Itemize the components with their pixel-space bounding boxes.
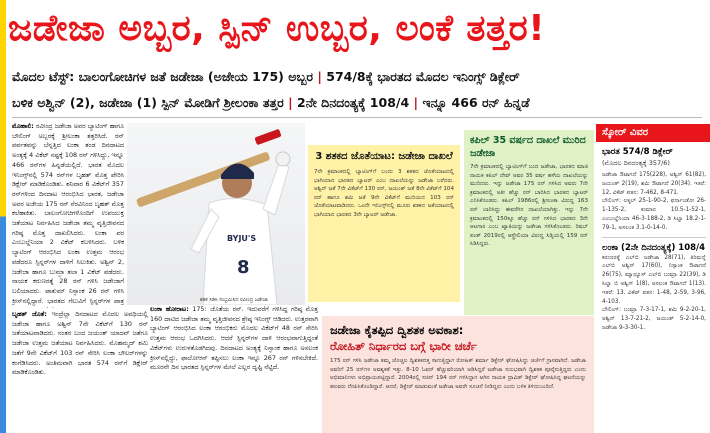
scorecard-divider <box>602 237 706 238</box>
lanka-bowling: ಬೌಲಿಂಗ್: ಬುಮ್ರಾ 7-3-17-1, ಶಮಿ 9-2-20-1, ಅಶ್ವಿನ್ 13-7-21-2, ಜಯಂತ್ 5-2-14-0, ಜಡೇಜಾ 9-3-30-1. <box>602 307 706 331</box>
double-century-box <box>322 316 594 433</box>
cricketer-illustration <box>127 123 305 305</box>
scorecard <box>596 124 710 433</box>
deck-2a: ಬಳಿಕ ಅಶ್ವಿನ್ (2), ಜಡೇಜಾ (1) ಸ್ಪಿನ್ ಮೋಡಿಗೆ ಶ್ರೀಲಂಕಾ ತತ್ತರ <box>12 95 284 110</box>
yellow-box-title: 3 ಶತಕದ ಜೊತೆಯಾಟ: ಜಡೇಜಾ ದಾಖಲೆ <box>315 151 453 162</box>
deck-line-1 <box>12 66 702 87</box>
photo-caption: ಶತಕ ಸಿಡಿಸಿ ಸಂಭ್ರಮಿಸಿದ ರವೀಂದ್ರ ಜಡೇಜಾ <box>200 297 268 303</box>
deck-1a: ಮೊದಲ ಟೆಸ್ಟ್: ಬಾಲಂಗೋಚಿಗಳ ಜತೆ ಜಡೇಜಾ (ಅಜೇಯ 175) ಅಬ್ಬರ <box>12 69 313 84</box>
tshirt-logo: BYJU'S <box>227 234 257 243</box>
lanka-innings-head: ಲಂಕಾ (2ನೇ ದಿನದಂತ್ಯಕ್ಕೆ) 108/4 <box>602 242 706 253</box>
india-batting: ಜಡೇಜಾ ಔಟಾಗದೆ 175(228), ಅಶ್ವಿನ್ 61(82), ಜಯಂತ್ 2(19), ಶಮಿ ಔಟಾಗದೆ 20(34). ಇತರೆ: 12, ವಿಕೆಟ್ ಪತನ: 7-462, 8-471. <box>602 172 706 196</box>
dateline: ಮೊಹಾಲಿ: <box>12 122 34 130</box>
deck-sep: | <box>288 95 293 110</box>
left-sub-text: ಇಂದ್ರೆಲ್ಲಾ ದಿನದಾಟದ ಮೊದಲ ಅವಧಿಯಲ್ಲಿ ಜಡೇಜಾ ಹಾಗೂ ಅಶ್ವಿನ್ 7ನೇ ವಿಕೆಟ್‌ಗೆ 130 ರನ್ ಜತೆಯಾಟವಾಡಿದರು. ನಂತರ ಬಂದ ಜಯಂತ್ ಯಾದವ್ ಜತೆಗೂ ಜಡೇಜಾ ಉತ್ತಮ ಜತೆಯಾಟ ನಿರ್ವಹಿಸಿದರು. ಮೊಹಮ್ಮದ್ ಶಮಿ ಜತೆಗೆ 9ನೇ ವಿಕೆಟ್‌ಗೆ 103 ರನ್ ಸೇರಿಸಿ ಲಂಕಾ ಬೌಲರ್‌ಗಳನ್ನು ಕಂಗೆಡಿಸಿದರು. ಅಂತಿಮವಾಗಿ ಭಾರತ 574 ರನ್‌ಗೆ ಡಿಕ್ಲೇರ್ ಮಾಡಿಕೊಂಡಿತು. <box>12 310 148 377</box>
page-accent-bar <box>0 0 6 433</box>
jadeja-photo <box>127 123 305 305</box>
india-innings-sub: (ಮೊದಲ ದಿನದಂತ್ಯಕ್ಕೆ 357/6) <box>602 159 670 167</box>
left-column-top <box>12 122 124 308</box>
deck-sep: | <box>413 95 419 110</box>
deck-2b: 2ನೇ ದಿನದಂತ್ಯಕ್ಕೆ 108/4 <box>297 95 410 110</box>
arm-icon <box>263 163 289 215</box>
deck-divider <box>12 117 702 118</box>
mid-sub-head: ಲಂಕಾ ಹೋರಾಟ: <box>150 305 189 313</box>
deck-line-2 <box>12 92 702 113</box>
scorecard-header: ಸ್ಕೋರ್ ವಿವರ <box>596 124 710 142</box>
mid-text-body: 175: ಜೊತೆಯ ರನ್. ಇದುವರೆಗೆ ಗಳಿಸಿದ್ದ ಗರಿಷ್ಠ ಮೊತ್ತ 160 ದಾಟಿದ ಜಡೇಜಾ ತಮ್ಮ ವೃತ್ತಿಜೀವನದ ಶ್ರೇಷ್ಠ ಇನಿಂಗ್ಸ್ ಆಡಿದರು. ಉತ್ತರವಾಗಿ ಬ್ಯಾಟಿಂಗ್ ಆರಂಭಿಸಿದ ಲಂಕಾ ಆರಂಭಿಕರು ಮೊದಲ ವಿಕೆಟ್‌ಗೆ 48 ರನ್ ಸೇರಿಸಿ ಉತ್ತಮ ಆರಂಭ ಒದಗಿಸಿದರು. ಆದರೆ ಸ್ಪಿನ್ನರ್‌ಗಳ ದಾಳಿ ಆರಂಭವಾಗುತ್ತಿದ್ದಂತೆ ವಿಕೆಟ್‌ಗಳು ಉರುಳತೊಡಗಿದವು. ದಿನದಾಟದ ಅಂತ್ಯಕ್ಕೆ ನಿಸ್ಸಾಂಕ ಹಾಗೂ ಅಸಲಂಕ ಕ್ರೀಸ್‌ನಲ್ಲಿದ್ದು, ಫಾಲೋಆನ್ ತಪ್ಪಿಸಲು ಲಂಕಾ ಇನ್ನೂ 267 ರನ್ ಗಳಿಸಬೇಕಿದೆ. ಮೂರನೇ ದಿನ ಭಾರತದ ಸ್ಪಿನ್ನರ್‌ಗಳ ಮೇಲೆ ಎಲ್ಲರ ದೃಷ್ಟಿ ನೆಟ್ಟಿದೆ. <box>150 305 318 372</box>
record-partnership-box <box>308 145 460 302</box>
left-column-bottom <box>12 310 148 433</box>
mid-column-text <box>150 305 318 433</box>
pink-box-title-2: ರೋಹಿತ್ ನಿರ್ಧಾರದ ಬಗ್ಗೆ ಭಾರೀ ಚರ್ಚೆ <box>330 339 477 353</box>
left-column-text: ರವೀಂದ್ರ ಜಡೇಜಾ ಅವರ ಬ್ಯಾಟಿಂಗ್ ಹಾಗೂ ಬೌಲಿಂಗ್ ಅಬ್ಬರಕ್ಕೆ ಶ್ರೀಲಂಕಾ ತತ್ತರಿಸಿದೆ. ರನ್ ಪರ್ವತವನ್ನು ಬೆನ್ನತ್ತಿದ ಲಂಕಾ ತಂಡ ದಿನದಾಟದ ಅಂತ್ಯಕ್ಕೆ 4 ವಿಕೆಟ್ ನಷ್ಟಕ್ಕೆ 108 ರನ್ ಗಳಿಸಿದ್ದು, ಇನ್ನೂ 466 ರನ್‌ಗಳ ಹಿನ್ನಡೆಯಲ್ಲಿದೆ. ಭಾರತ ಮೊದಲ ಇನಿಂಗ್ಸ್‌ನಲ್ಲಿ 574 ರನ್‌ಗಳ ಬೃಹತ್ ಮೊತ್ತ ಪೇರಿಸಿ ಡಿಕ್ಲೇರ್ ಮಾಡಿಕೊಂಡಿತು. ಶನಿವಾರ 6 ವಿಕೆಟ್‌ಗೆ 357 ರನ್‌ಗಳಿಂದ ದಿನದಾಟ ಆರಂಭಿಸಿದ ಭಾರತ, ಜಡೇಜಾ ಅವರ ಅಜೇಯ 175 ರನ್ ನೆರವಿನಿಂದ ಬೃಹತ್ ಮೊತ್ತ ಕಲೆಹಾಕಿತು. ಬಾಲಂಗೋಚಿಗಳೊಂದಿಗೆ ಉಪಯುಕ್ತ ಜತೆಯಾಟ ನಿರ್ವಹಿಸಿದ ಜಡೇಜಾ ತಮ್ಮ ವೃತ್ತಿಜೀವನದ ಗರಿಷ್ಠ ಮೊತ್ತ ದಾಖಲಿಸಿದರು. ಲಂಕಾ ಪರ ಎಂಬುಲ್ದೆನಿಯಾ 2 ವಿಕೆಟ್ ಕಬಳಿಸಿದರು. ಬಳಿಕ ಬ್ಯಾಟಿಂಗ್ ಆರಂಭಿಸಿದ ಲಂಕಾ ಉತ್ತಮ ಆರಂಭ ಪಡೆದರೂ ಸ್ಪಿನ್ನರ್‌ಗಳ ದಾಳಿಗೆ ಸಿಲುಕಿತು. ಅಶ್ವಿನ್ 2, ಜಡೇಜಾ ಹಾಗೂ ಬುಮ್ರಾ ತಲಾ 1 ವಿಕೆಟ್ ಪಡೆದರು. ನಾಯಕ ಕರುಣರತ್ನೆ 28 ರನ್ ಗಳಿಸಿ ಜಡೇಜಾಗೆ ಬಲಿಯಾದರು. ಪಾತುಮ್ ನಿಸ್ಸಾಂಕ 26 ರನ್ ಗಳಿಸಿ ಕ್ರೀಸ್‌ನಲ್ಲಿದ್ದಾರೆ. ಭಾರತದ ಗೆಲುವಿಗೆ ಸ್ಪಿನ್ನರ್‌ಗಳ ಪಾತ್ರ <box>12 122 124 305</box>
deck-sep: | <box>317 69 322 84</box>
yellow-box-body: 7ನೇ ಕ್ರಮಾಂಕದಲ್ಲಿ ಬ್ಯಾಟಿಂಗ್‌ಗೆ ಬಂದು 3 ಶತಕದ ಜೊತೆಯಾಟದಲ್ಲಿ ಭಾಗಿಯಾದ ಭಾರತದ ಬ್ಯಾಟರ್ ಎಂಬ ದಾಖಲೆಯನ್ನು ಜಡೇಜಾ ಬರೆದರು. ಅಶ್ವಿನ್ ಜತೆ 7ನೇ ವಿಕೆಟ್‌ಗೆ 130 ರನ್, ಜಯಂತ್ ಜತೆ 8ನೇ ವಿಕೆಟ್‌ಗೆ 104 ರನ್ ಹಾಗೂ ಶಮಿ ಜತೆ 9ನೇ ವಿಕೆಟ್‌ಗೆ ಮುರಿಯದ 103 ರನ್ ಜೊತೆಯಾಟವಾಡಿದರು. ಒಂದೇ ಇನಿಂಗ್ಸ್‌ನಲ್ಲಿ ಮೂರು ಶತಕದ ಜತೆಯಾಟದಲ್ಲಿ ಭಾಗಿಯಾದ ಭಾರತದ 3ನೇ ಬ್ಯಾಟರ್ ಜಡೇಜಾ. <box>314 169 454 218</box>
kapil-record-box <box>464 130 594 315</box>
jersey-number: 8 <box>237 257 250 278</box>
india-innings-head: ಭಾರತ 574/8 ಡಿಕ್ಲೇರ್ <box>602 147 673 157</box>
bat-grip-icon <box>254 129 281 145</box>
left-sub-head: ಬೃಹತ್ ಜೊತೆ: <box>12 310 47 318</box>
pink-box-title: ಜಡೇಜಾ ಕೈತಪ್ಪಿದ ದ್ವಿಶತಕ ಅವಕಾಶ: <box>330 323 464 337</box>
lanka-batting: ಕರುಣರತ್ನೆ ಎಲ್‌ಬಿ ಜಡೇಜಾ 28(71), ತಿರಿಮನ್ನೆ ಎಲ್‌ಬಿ ಅಶ್ವಿನ್ 17(60), ನಿಸ್ಸಾಂಕ ಔಟಾಗದೆ 26(75), ಮ್ಯಾಥ್ಯೂಸ್ ಎಲ್‌ಬಿ ಬುಮ್ರಾ 22(39), ಡಿ ಸಿಲ್ವಾ ಬಿ ಅಶ್ವಿನ್ 1(8), ಅಸಲಂಕ ಔಟಾಗದೆ 1(13). ಇತರೆ: 13. ವಿಕೆಟ್ ಪತನ: 1-48, 2-59, 3-96, 4-103. <box>602 254 706 305</box>
deck-2c: ಇನ್ನೂ 466 ರನ್ ಹಿನ್ನಡೆ <box>422 95 530 110</box>
green-box-title: ಕಪಿಲ್ 35 ವರ್ಷದ ದಾಖಲೆ ಮುರಿದ ಜಡೇಜಾ <box>470 135 586 159</box>
deck-1b: 574/8ಕ್ಕೆ ಭಾರತದ ಮೊದಲ ಇನಿಂಗ್ಸ್ ಡಿಕ್ಲೇರ್ <box>326 69 520 84</box>
pink-box-body: 175 ರನ್ ಗಳಿಸಿ ಜಡೇಜಾ ತಮ್ಮ ಚೊಚ್ಚಲ ದ್ವಿಶತಕದತ್ತ ಸಾಗುತ್ತಿದ್ದಾಗ ರೋಹಿತ್ ಶರ್ಮಾ ಡಿಕ್ಲೇರ್ ಘೋಷಿಸಿದ್ದು ಚರ್ಚೆಗೆ ಗ್ರಾಸವಾಗಿದೆ. ಜಡೇಜಾ ಅವರಿಗೆ 25 ರನ್‌ಗಳ ಅವಶ್ಯಕತೆ ಇತ್ತು. 8-10 ಓವರ್ ಹೆಚ್ಚುವರಿಯಾಗಿ ಆಡಿಸಿದ್ದರೆ ಜಡೇಜಾ ಸುಲಭವಾಗಿ ದ್ವಿಶತಕ ಪೂರೈಸುತ್ತಿದ್ದರು ಎಂದು ಅಭಿಮಾನಿಗಳು ಅಭಿಪ್ರಾಯಪಟ್ಟಿದ್ದಾರೆ. 2004ರಲ್ಲಿ ಸಚಿನ್ 194 ರನ್ ಗಳಿಸಿದ್ದಾಗ ಆಗಿನ ನಾಯಕ ದ್ರಾವಿಡ್ ಡಿಕ್ಲೇರ್ ಘೋಷಿಸಿದ್ದ ಘಟನೆಯನ್ನು ಹಲವರು ನೆನಪಿಸಿಕೊಂಡಿದ್ದಾರೆ. ಆದರೆ, ಡಿಕ್ಲೇರ್ ಮಾಡುವಂತೆ ಜಡೇಜಾ ಅವರೇ ಸೂಚನೆ ನೀಡಿದ್ದರು ಎಂದು ಬಳಿಕ ತಿಳಿದುಬಂದಿದೆ. <box>330 358 586 390</box>
green-box-body: 7ನೇ ಕ್ರಮಾಂಕದಲ್ಲಿ ಬ್ಯಾಟಿಂಗ್‌ಗೆ ಬಂದ ಜಡೇಜಾ, ಭಾರತದ ಮಾಜಿ ನಾಯಕ ಕಪಿಲ್ ದೇವ್ ಅವರ 35 ವರ್ಷ ಹಳೆಯ ದಾಖಲೆಯನ್ನು ಮುರಿದರು. ಇನ್ನು ಜಡೇಜಾ 175 ರನ್ ಗಳಿಸಿದ ಅವರು 7ನೇ ಕ್ರಮಾಂಕದಲ್ಲಿ ಅತೀ ಹೆಚ್ಚು ರನ್ ಬಾರಿಸಿದ ಭಾರತದ ಬ್ಯಾಟರ್ ಎನಿಸಿಕೊಂಡರು. ಕಪಿಲ್ 1986ರಲ್ಲಿ ಶ್ರೀಲಂಕಾ ವಿರುದ್ಧ 163 ರನ್ ಬಾರಿಸಿದ್ದು ಈವರೆಗಿನ ದಾಖಲೆಯಾಗಿತ್ತು. ಇನ್ನು 7ನೇ ಕ್ರಮಾಂಕದಲ್ಲಿ 150ಕ್ಕೂ ಹೆಚ್ಚು ರನ್ ಗಳಿಸಿದ ಭಾರತದ 3ನೇ ಆಟಗಾರ ಎಂಬ ಖ್ಯಾತಿಯನ್ನು ಜಡೇಜಾ ಗಳಿಸಿಕೊಂಡರು. ರಿಷಬ್ ಪಂತ್ 2019ರಲ್ಲಿ ಆಸ್ಟ್ರೇಲಿಯಾ ವಿರುದ್ಧ ಸಿಡ್ನಿಯಲ್ಲಿ 159 ರನ್ ಸಿಡಿಸಿದ್ದರು. <box>470 164 588 248</box>
headline: ಜಡೇಜಾ ಅಬ್ಬರ, ಸ್ಪಿನ್ ಉಬ್ಬರ, ಲಂಕೆ ತತ್ತರ! <box>8 8 546 49</box>
glove-icon <box>276 152 290 166</box>
india-bowling: ಬೌಲಿಂಗ್: ಲಕ್ಮಲ್ 25-1-90-2, ಫರ್ನಾಂಡೋ 26-1-135-2, ಕುಮಾರ 10.5-1-52-1, ಎಂಬುಲ್ದೆನಿಯಾ 46-3-188-2, ಡಿ ಸಿಲ್ವಾ 18.2-1-79-1, ಅಸಲಂಕ 3.1-0-14-0. <box>602 198 706 231</box>
